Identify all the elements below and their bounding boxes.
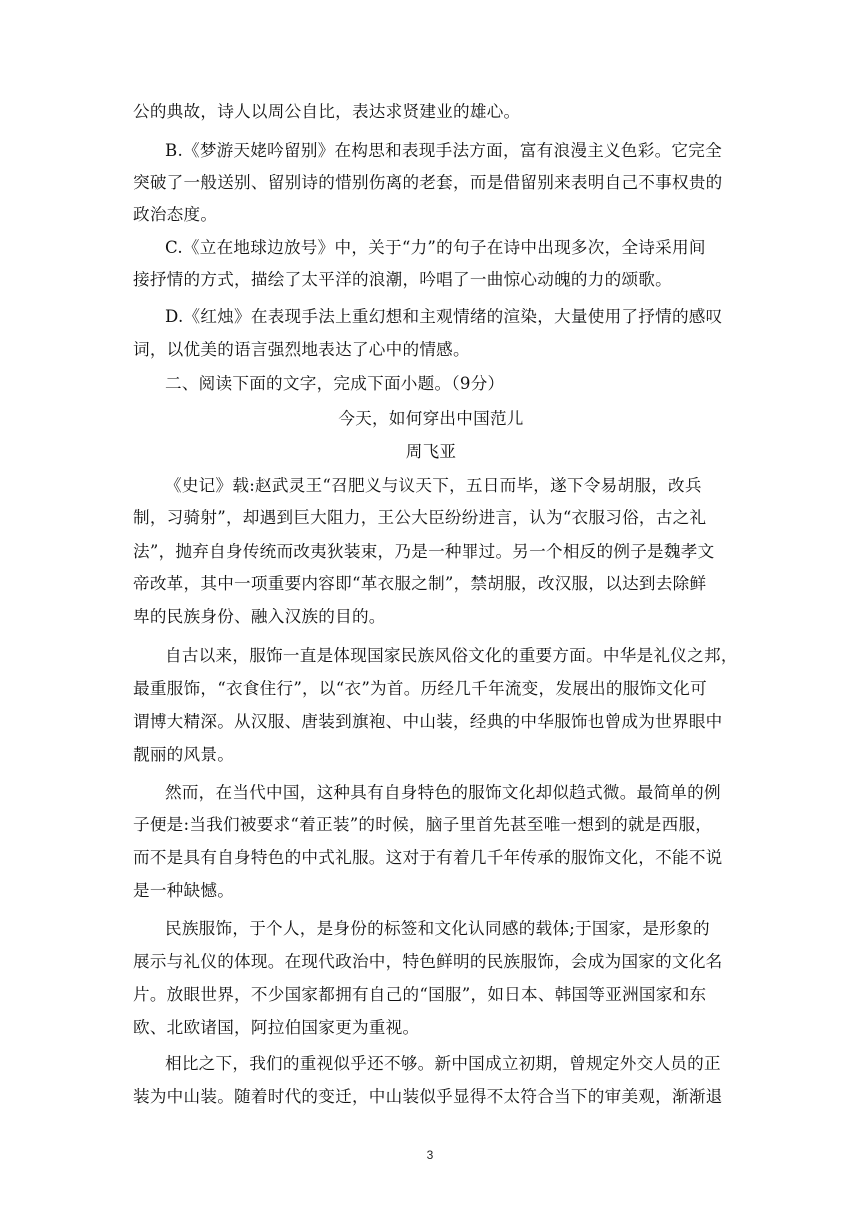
text-line: 帝改革，其中一项重要内容即“革衣服之制”，禁胡服，改汉服，以达到去除鲜 — [133, 574, 707, 593]
text-line: 卑的民族身份、融入汉族的目的。 — [133, 607, 386, 626]
text-line: 而不是具有自身特色的中式礼服。这对于有着几千年传承的服饰文化，不能不说 — [133, 848, 723, 867]
text-line: 制，习骑射”，却遇到巨大阻力，王公大臣纷纷进言，认为“衣服习俗，古之礼 — [133, 508, 707, 527]
article-title: 今天，如何穿出中国范儿 — [338, 409, 524, 428]
text-line: 展示与礼仪的体现。在现代政治中，特色鲜明的民族服饰，会成为国家的文化名 — [133, 952, 723, 971]
text-line: 然而，在当代中国，这种具有自身特色的服饰文化却似趋式微。最简单的例 — [165, 783, 721, 802]
text-line: 片。放眼世界，不少国家都拥有自己的“国服”，如日本、韩国等亚洲国家和东 — [133, 985, 707, 1004]
text-line: 是一种缺憾。 — [133, 881, 235, 900]
text-line: 突破了一般送别、留别诗的惜别伤离的老套，而是借留别来表明自己不事权贵的 — [133, 173, 723, 192]
text-line: 接抒情的方式，描绘了太平洋的浪潮，吟唱了一曲惊心动魄的力的颂歌。 — [133, 270, 672, 289]
text-line: 装为中山装。随着时代的变迁，中山装似乎显得不太符合当下的审美观，渐渐退 — [133, 1087, 723, 1106]
text-line: 最重服饰，“衣食住行”，以“衣”为首。历经几千年流变，发展出的服饰文化可 — [133, 679, 707, 698]
text-line: D.《红烛》在表现手法上重幻想和主观情绪的渲染，大量使用了抒情的感叹 — [165, 307, 723, 326]
text-line: 政治态度。 — [133, 205, 218, 224]
text-line: B.《梦游天姥吟留别》在构思和表现手法方面，富有浪漫主义色彩。它完全 — [165, 141, 722, 160]
text-line: 自古以来，服饰一直是体现国家民族风俗文化的重要方面。中华是礼仪之邦， — [165, 646, 738, 665]
text-line: 谓博大精深。从汉服、唐装到旗袍、中山装，经典的中华服饰也曾成为世界眼中 — [133, 712, 723, 731]
text-line: 公的典故，诗人以周公自比，表达求贤建业的雄心。 — [133, 102, 521, 121]
article-author: 周飞亚 — [405, 442, 457, 461]
text-line: 民族服饰，于个人，是身份的标签和文化认同感的载体;于国家，是形象的 — [165, 919, 710, 938]
text-line: 相比之下，我们的重视似乎还不够。新中国成立初期，曾规定外交人员的正 — [165, 1054, 721, 1073]
text-line: 法”，抛弃自身传统而改夷狄装束，乃是一种罪过。另一个相反的例子是魏孝文 — [133, 542, 715, 561]
text-line: 靓丽的风景。 — [133, 745, 235, 764]
section-heading: 二、阅读下面的文字，完成下面小题。（9分） — [165, 374, 505, 393]
text-line: 欧、北欧诸国，阿拉伯国家更为重视。 — [133, 1018, 420, 1037]
text-line: 词，以优美的语言强烈地表达了心中的情感。 — [133, 340, 470, 359]
text-line: C.《立在地球边放号》中，关于“力”的句子在诗中出现多次，全诗采用间 — [165, 238, 706, 257]
text-line: 《史记》载:赵武灵王“召肥义与议天下，五日而毕，遂下令易胡服，改兵 — [165, 476, 702, 495]
text-line: 子便是:当我们被要求“着正装”的时候，脑子里首先甚至唯一想到的就是西服， — [133, 815, 713, 834]
page-number: 3 — [426, 1148, 434, 1162]
